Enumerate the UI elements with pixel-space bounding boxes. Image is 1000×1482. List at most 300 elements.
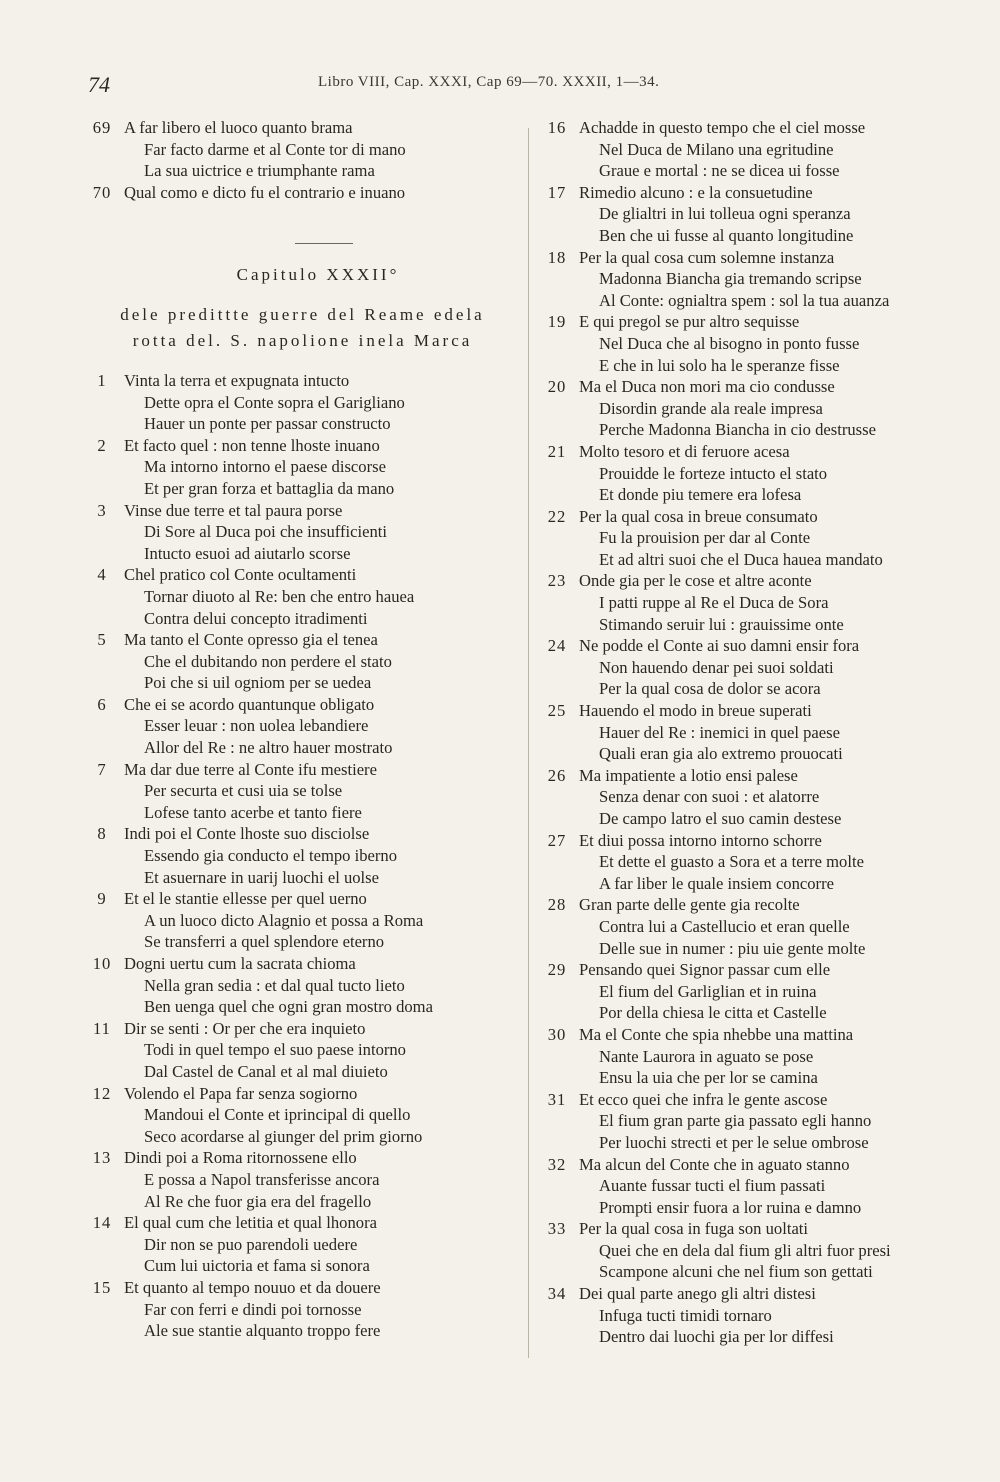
verse-text: Disordin grande ala reale impresa [599,398,823,418]
stanza-number: 24 [547,636,567,656]
stanza-number [535,549,579,571]
stanza-number: 10 [92,954,112,973]
verse-text: Et per gran forza et battaglia da mano [144,478,395,498]
stanza-number [535,614,579,636]
stanza [535,570,975,635]
verse-line [80,1061,525,1083]
verse-line [535,355,975,377]
verse-text: Ma el Conte che spia nhebbe una mattina [579,1024,854,1044]
stanza-number: 30 [547,1024,567,1044]
stanza-number: 7 [97,759,107,779]
verse-line [80,888,525,910]
stanza-number [535,139,579,161]
verse-line [80,996,525,1018]
verse-line [535,203,975,225]
verse-line [80,1147,525,1169]
stanza [80,500,525,565]
verse-line [535,1132,975,1154]
verse-text: Et asuernare in uarij luochi el uolse [144,867,379,887]
verse-text: Todi in quel tempo el suo paese intorno [144,1040,406,1060]
stanza [535,1154,975,1219]
stanza-number [80,478,124,500]
stanza-number [80,1126,124,1148]
stanza [535,117,975,182]
stanza-number: 23 [547,571,567,591]
verse-text: El fium gran parte gia passato egli hanno [599,1111,872,1131]
verse-text: Intucto esuoi ad aiutarlo scorse [144,543,351,563]
stanza [535,1089,975,1154]
verse-text: Senza denar con suoi : et alatorre [599,787,820,807]
stanza-number [80,543,124,565]
verse-text: Allor del Re : ne altro hauer mostrato [144,738,393,758]
verse-line [80,543,525,565]
verse-line [535,441,975,463]
verse-line [535,722,975,744]
verse-text: Dette opra el Conte sopra el Garigliano [144,392,405,412]
verse-text: El fium del Garliglian et in ruina [599,981,817,1001]
verse-text: Contra lui a Castellucio et eran quelle [599,916,850,936]
verse-line [535,225,975,247]
verse-line [80,1126,525,1148]
verse-line [535,1218,975,1240]
stanza-number [535,1240,579,1262]
stanza-number [535,743,579,765]
stanza-number: 4 [97,565,107,585]
stanza [535,506,975,571]
verse-line [535,743,975,765]
verse-text: Per la qual cosa cum solemne instanza [579,247,835,267]
stanza-number: 20 [547,377,567,397]
verse-text: Dal Castel de Canal et al mal diuieto [144,1061,388,1081]
stanza-number [535,355,579,377]
verse-line [80,586,525,608]
verse-text: Ale sue stantie alquanto troppo fere [144,1321,381,1341]
verse-text: La sua uictrice e triumphante rama [144,161,375,181]
verse-text: I patti ruppe al Re el Duca de Sora [599,593,829,613]
stanza [535,635,975,700]
verse-text: Madonna Biancha gia tremando scripse [599,269,862,289]
verse-line [80,1039,525,1061]
verse-line [80,759,525,781]
verse-text: Hauer un ponte per passar constructo [144,414,391,434]
verse-line [80,500,525,522]
stanza-number [535,873,579,895]
stanza [80,953,525,1018]
verse-text: Chel pratico col Conte ocultamenti [124,565,357,585]
stanza-number [80,672,124,694]
stanza-number [535,398,579,420]
verse-line [80,392,525,414]
verse-text: Poi che si uil ogniom per se uedea [144,673,372,693]
verse-text: Nel Duca de Milano una egritudine [599,139,834,159]
stanza [535,765,975,830]
stanza [535,376,975,441]
left-top-stanzas [80,117,525,203]
verse-text: Quei che en dela dal fium gli altri fuor presi [599,1240,891,1260]
verse-line [535,1024,975,1046]
verse-line [535,959,975,981]
stanza-number [535,981,579,1003]
verse-text: Nel Duca che al bisogno in ponto fusse [599,333,860,353]
stanza-number: 5 [97,630,107,650]
verse-line [535,527,975,549]
verse-text: Tornar diuoto al Re: ben che entro hauea [144,586,415,606]
verse-text: Infuga tucti timidi tornaro [599,1305,772,1325]
verse-text: Quali eran gia alo extremo prouocati [599,744,843,764]
verse-line [535,463,975,485]
stanza-number [535,1175,579,1197]
verse-text: Auante fussar tucti el fium passati [599,1176,826,1196]
verse-text: E possa a Napol transferisse ancora [144,1169,380,1189]
stanza-number [80,413,124,435]
stanza-number: 2 [97,435,107,455]
verse-line [535,549,975,571]
verse-line [80,715,525,737]
stanza-number: 70 [92,182,112,202]
verse-line [80,160,525,182]
stanza-number [80,1104,124,1126]
verse-line [80,802,525,824]
verse-text: E che in lui solo ha le speranze fisse [599,355,840,375]
verse-line [80,1191,525,1213]
stanza-number: 32 [547,1154,567,1174]
stanza [80,1147,525,1212]
verse-line [80,845,525,867]
stanza [80,117,525,182]
verse-line [535,614,975,636]
stanza-number [535,786,579,808]
verse-text: Perche Madonna Biancha in cio destrusse [599,420,876,440]
stanza [535,1283,975,1348]
verse-text: Et diui possa intorno intorno schorre [579,830,822,850]
verse-line [80,413,525,435]
verse-line [80,1234,525,1256]
running-head: Libro VIII, Cap. XXXI, Cap 69—70. XXXII, 1—34. [318,74,660,90]
stanza-number [535,419,579,441]
stanza-number [535,1067,579,1089]
stanza-number [80,910,124,932]
stanza-number [535,916,579,938]
stanza-number: 11 [93,1018,111,1038]
verse-line [535,376,975,398]
verse-text: Se transferri a quel splendore eterno [144,932,385,952]
verse-text: Vinse due terre et tal paura porse [124,500,343,520]
verse-text: Nella gran sedia : et dal qual tucto lieto [144,975,405,995]
verse-line [80,435,525,457]
verse-text: A far liber le quale insiem concorre [599,873,834,893]
verse-line [535,506,975,528]
verse-text: Dir se senti : Or per che era inquieto [124,1018,366,1038]
stanza-number: 22 [547,506,567,526]
stanza [80,435,525,500]
verse-line [535,182,975,204]
stanza-number: 16 [547,118,567,137]
verse-text: E qui pregol se pur altro sequisse [579,312,800,332]
stanza-number [80,931,124,953]
verse-line [80,1083,525,1105]
verse-line [535,160,975,182]
verse-text: Ma dar due terre al Conte ifu mestiere [124,759,377,779]
verse-line [535,247,975,269]
verse-line [80,823,525,845]
stanza [80,1083,525,1148]
stanza [535,894,975,959]
stanza [80,182,525,204]
verse-text: Scampone alcuni che nel fium son gettati [599,1262,873,1282]
verse-text: Esser leuar : non uolea lebandiere [144,716,369,736]
verse-line [535,1197,975,1219]
stanza-number: 33 [547,1219,567,1239]
verse-text: Hauendo el modo in breue superati [579,701,812,721]
stanza-number [80,780,124,802]
stanza-number [535,484,579,506]
stanza-number: 13 [92,1148,112,1168]
verse-line [535,786,975,808]
verse-line [80,975,525,997]
verse-text: Et el le stantie ellesse per quel uerno [124,889,367,909]
verse-line [80,1255,525,1277]
verse-line [80,1320,525,1342]
stanza-number [535,1261,579,1283]
verse-line [535,1046,975,1068]
stanza-number: 18 [547,247,567,267]
verse-line [80,867,525,889]
verse-text: Fu la prouision per dar al Conte [599,528,811,548]
stanza-number [535,938,579,960]
chapter-title: Capitulo XXXII° [236,265,400,285]
verse-text: Per luochi strecti et per le selue ombrose [599,1132,869,1152]
verse-text: Al Conte: ognialtra spem : sol la tua auanza [599,290,890,310]
verse-text: A far libero el luoco quanto brama [124,118,353,137]
verse-text: De glialtri in lui tolleua ogni speranza [599,204,851,224]
verse-text: Volendo el Papa far senza sogiorno [124,1083,358,1103]
verse-text: Cum lui uictoria et fama si sonora [144,1256,370,1276]
verse-line [535,938,975,960]
verse-line [535,117,975,139]
stanza-number [535,1046,579,1068]
verse-line [535,290,975,312]
stanza-number: 12 [92,1083,112,1103]
verse-text: El qual cum che letitia et qual lhonora [124,1213,377,1233]
stanza-number [80,392,124,414]
verse-text: Ma tanto el Conte opresso gia el tenea [124,630,378,650]
stanza-number: 31 [547,1089,567,1109]
verse-line [535,894,975,916]
stanza [80,1212,525,1277]
stanza-number [80,1299,124,1321]
verse-line [535,830,975,852]
stanza [535,247,975,312]
stanza [80,1277,525,1342]
verse-text: Far facto darme et al Conte tor di mano [144,139,406,159]
verse-text: Per la qual cosa in fuga son uoltati [579,1219,809,1239]
stanza-number [80,715,124,737]
verse-text: Gran parte delle gente gia recolte [579,895,800,915]
stanza [535,1218,975,1283]
stanza-number: 15 [92,1277,112,1297]
stanza-number: 25 [547,701,567,721]
verse-text: Ne podde el Conte ai suo damni ensir fora [579,636,860,656]
stanza-number: 6 [97,694,107,714]
stanza-number [80,608,124,630]
verse-line [80,1212,525,1234]
stanza-number [80,867,124,889]
verse-line [535,484,975,506]
verse-text: Ma alcun del Conte che in aguato stanno [579,1154,850,1174]
stanza-number [535,722,579,744]
stanza [80,564,525,629]
verse-text: Dei qual parte anego gli altri distesi [579,1284,816,1304]
verse-text: Per la qual cosa de dolor se acora [599,679,821,699]
stanza-number: 1 [97,370,107,390]
stanza [535,1024,975,1089]
verse-text: Vinta la terra et expugnata intucto [124,370,350,390]
left-column [80,117,525,1342]
verse-line [535,916,975,938]
verse-line [535,1089,975,1111]
verse-text: Non hauendo denar pei suoi soldati [599,657,834,677]
verse-line [535,981,975,1003]
stanza-number [535,657,579,679]
verse-text: Indi poi el Conte lhoste suo disciolse [124,824,370,844]
verse-line [535,635,975,657]
stanza-number: 17 [547,182,567,202]
stanza-number [80,456,124,478]
verse-line [80,608,525,630]
verse-line [80,478,525,500]
verse-text: Mandoui el Conte et iprincipal di quello [144,1105,411,1125]
verse-line [80,182,525,204]
verse-line [535,851,975,873]
verse-text: Di Sore al Duca poi che insufficienti [144,522,387,542]
verse-text: De campo latro el suo camin destese [599,809,842,828]
stanza [80,694,525,759]
stanza-number [535,1110,579,1132]
verse-line [80,117,525,139]
stanza-number: 3 [97,500,107,520]
verse-line [535,1283,975,1305]
stanza-number [80,1191,124,1213]
verse-line [80,737,525,759]
verse-text: Et quanto al tempo nouuo et da douere [124,1277,381,1297]
verse-text: Prouidde le forteze intucto el stato [599,463,828,483]
right-main-stanzas [535,117,975,1348]
verse-line [80,953,525,975]
verse-text: Ensu la uia che per lor se camina [599,1068,818,1088]
verse-line [535,419,975,441]
stanza-number [535,592,579,614]
verse-line [80,521,525,543]
stanza [80,823,525,888]
verse-text: Ma intorno intorno el paese discorse [144,457,386,477]
verse-text: Che el dubitando non perdere el stato [144,651,392,671]
verse-text: Onde gia per le cose et altre aconte [579,571,812,591]
verse-text: Far con ferri e dindi poi tornosse [144,1299,362,1319]
verse-line [535,1002,975,1024]
verse-text: Nante Laurora in aguato se pose [599,1046,814,1066]
stanza-number [535,1305,579,1327]
verse-line [535,678,975,700]
stanza [80,888,525,953]
verse-line [80,694,525,716]
stanza-number: 9 [97,889,107,909]
verse-text: Per la qual cosa in breue consumato [579,506,818,526]
verse-text: Al Re che fuor gia era del fragello [144,1191,372,1211]
verse-line [535,657,975,679]
verse-line [80,651,525,673]
stanza-number [535,463,579,485]
verse-line [80,1018,525,1040]
stanza-number [535,203,579,225]
verse-text: Achadde in questo tempo che el ciel mosse [579,118,866,137]
verse-text: Et dette el guasto a Sora et a terre molte [599,852,864,872]
stanza-number: 28 [547,895,567,915]
verse-text: Prompti ensir fuora a lor ruina e damno [599,1197,862,1217]
stanza [80,759,525,824]
verse-line [80,1277,525,1299]
stanza-number: 26 [547,765,567,785]
verse-text: Et ecco quei che infra le gente ascose [579,1089,828,1109]
chapter-subtitle-line-2: rotta del. S. napolione inela Marca [132,330,473,350]
verse-line [535,1110,975,1132]
verse-line [80,456,525,478]
verse-text: Dir non se puo parendoli uedere [144,1234,358,1254]
verse-line [535,808,975,830]
stanza-number [80,1255,124,1277]
stanza-number: 69 [92,118,112,137]
verse-text: Ma impatiente a lotio ensi palese [579,765,798,785]
stanza-number [535,1326,579,1348]
verse-line [535,333,975,355]
stanza-number [535,160,579,182]
stanza [535,830,975,895]
stanza-number [535,225,579,247]
verse-text: Dindi poi a Roma ritornossene ello [124,1148,357,1168]
stanza-number [80,586,124,608]
stanza-number [535,1132,579,1154]
stanza-number [535,527,579,549]
stanza-number [535,851,579,873]
stanza-number [80,1061,124,1083]
stanza-number: 19 [547,312,567,332]
verse-text: Molto tesoro et di feruore acesa [579,441,790,461]
verse-line [535,592,975,614]
verse-text: A un luoco dicto Alagnio et possa a Roma [144,910,424,930]
stanza-number [535,678,579,700]
verse-line [80,780,525,802]
verse-text: Por della chiesa le citta et Castelle [599,1003,827,1023]
verse-line [80,1104,525,1126]
verse-text: Et ad altri suoi che el Duca hauea mandato [599,549,883,569]
section-separator [295,243,353,244]
stanza-number [535,1197,579,1219]
stanza-number [80,521,124,543]
left-main-stanzas [80,370,525,1342]
stanza-number [535,268,579,290]
verse-text: Qual como e dicto fu el contrario e inuano [124,182,406,202]
verse-text: Dogni uertu cum la sacrata chioma [124,954,356,973]
stanza-number [535,290,579,312]
chapter-subtitle [80,302,525,354]
verse-line [535,570,975,592]
stanza-number [80,139,124,161]
stanza [535,441,975,506]
verse-line [535,139,975,161]
verse-line [80,370,525,392]
verse-line [535,1067,975,1089]
verse-text: Lofese tanto acerbe et tanto fiere [144,802,362,822]
stanza [80,629,525,694]
